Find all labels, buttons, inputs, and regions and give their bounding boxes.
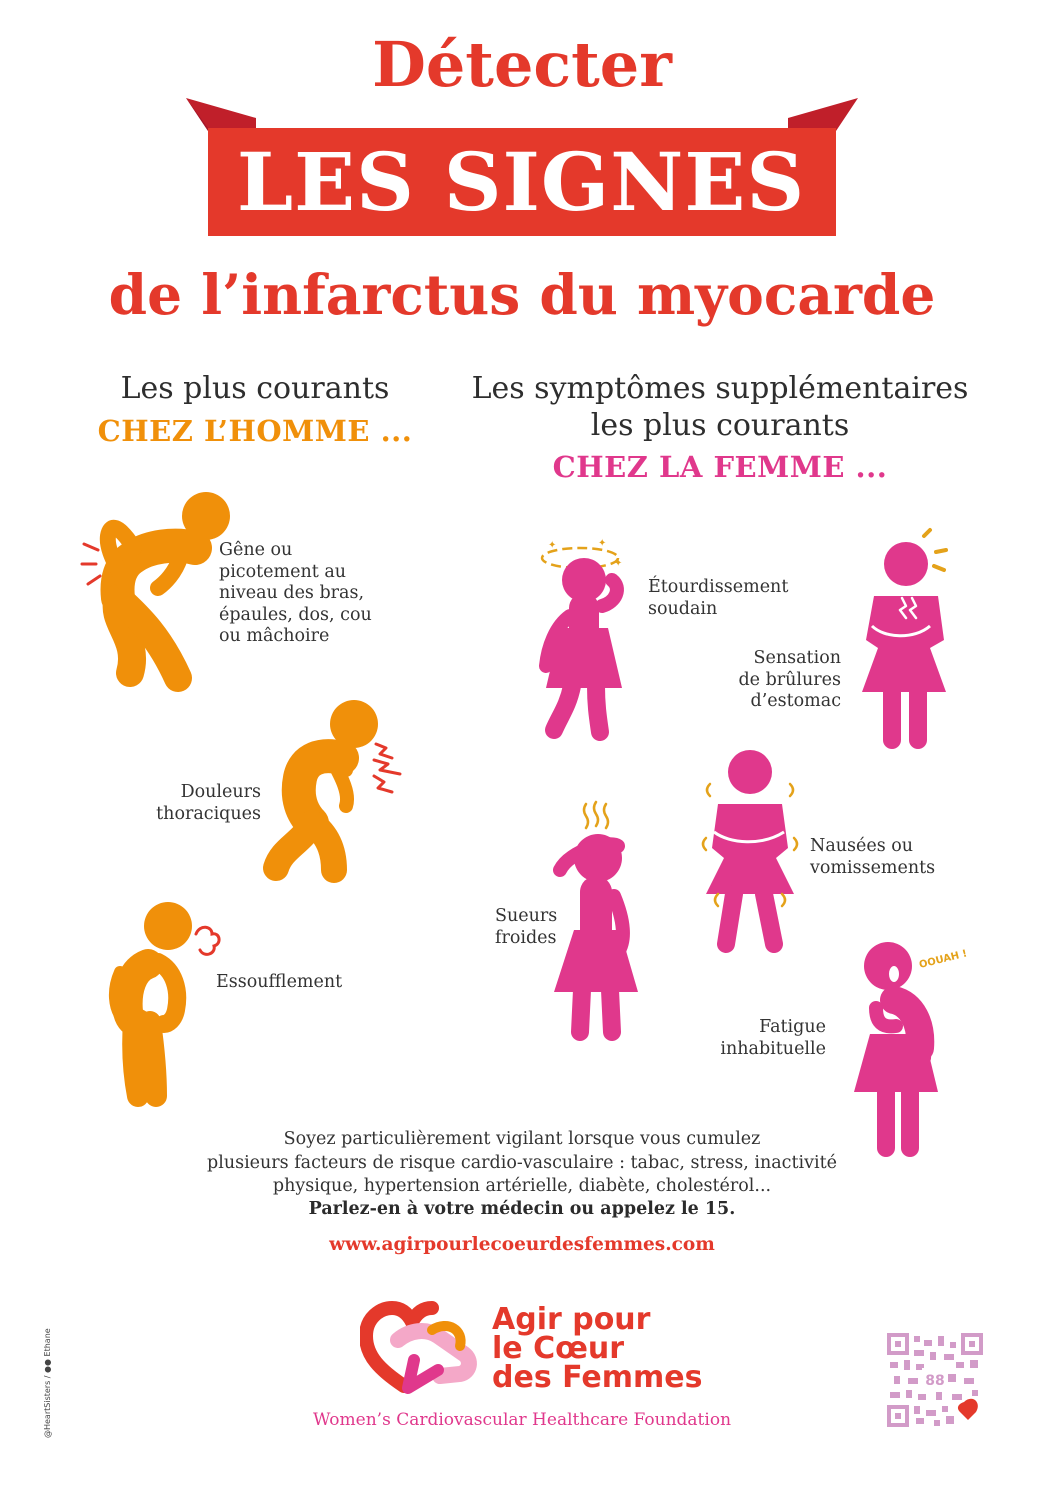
svg-text:✦: ✦	[598, 538, 607, 549]
svg-text:88: 88	[925, 1373, 945, 1389]
heart-logo-icon	[360, 1300, 478, 1396]
symptom-label-dizziness: Étourdissement soudain	[648, 577, 789, 619]
svg-text:✦: ✦	[548, 540, 557, 551]
man-chest-pain-icon	[262, 698, 412, 880]
page-subtitle: de l’infarctus du myocarde	[108, 262, 936, 327]
yawn-text: OOUAH !	[918, 948, 969, 971]
banner-text: LES SIGNES	[236, 135, 806, 229]
brand-name: Agir pour le Cœur des Femmes	[492, 1302, 703, 1395]
symptom-label-fatigue: Fatigue inhabituelle	[720, 1017, 826, 1059]
symptom-label-nausea: Nausées ou vomissements	[810, 836, 936, 878]
image-credit: @HeartSisters / ●● Ethane	[43, 1328, 52, 1438]
men-heading: Les plus courants	[120, 371, 390, 406]
men-subheading: CHEZ L’HOMME ...	[97, 414, 413, 448]
man-back-pain-icon	[80, 488, 230, 693]
qr-code-icon[interactable]	[886, 1332, 984, 1428]
symptom-label-stomach-burn: Sensation de brûlures d’estomac	[738, 648, 841, 711]
woman-nausea-icon	[700, 748, 800, 954]
page-title-top: Détecter	[372, 28, 672, 101]
woman-fatigue-icon	[846, 938, 976, 1158]
man-breathless-icon	[104, 900, 224, 1108]
symptom-label-breathless: Essoufflement	[216, 972, 343, 992]
foundation-name: Women’s Cardiovascular Healthcare Foundation	[312, 1410, 732, 1430]
woman-stomach-burn-icon	[854, 530, 954, 752]
risk-warning: Soyez particulièrement vigilant lorsque vous cumulez plusieurs facteurs de risque cardio-vasculaire : tabac, stress, inactivité physique, hypertension artérielle, diabète, cholestérol...	[207, 1129, 837, 1196]
doctor-call-notice: Parlez-en à votre médecin ou appelez le 15.	[308, 1199, 736, 1219]
website-link[interactable]: www.agirpourlecoeurdesfemmes.com	[329, 1234, 715, 1255]
women-heading: Les symptômes supplémentaires les plus courants	[471, 371, 969, 443]
svg-text:✦: ✦	[614, 558, 623, 569]
symptom-label-upper-body: Gêne ou picotement au niveau des bras, épaules, dos, cou ou mâchoire	[219, 540, 372, 646]
woman-dizziness-icon	[524, 536, 644, 742]
symptom-label-cold-sweat: Sueurs froides	[495, 906, 558, 948]
symptom-label-chest-pain: Douleurs thoraciques	[156, 782, 261, 824]
women-subheading: CHEZ LA FEMME ...	[552, 450, 888, 484]
